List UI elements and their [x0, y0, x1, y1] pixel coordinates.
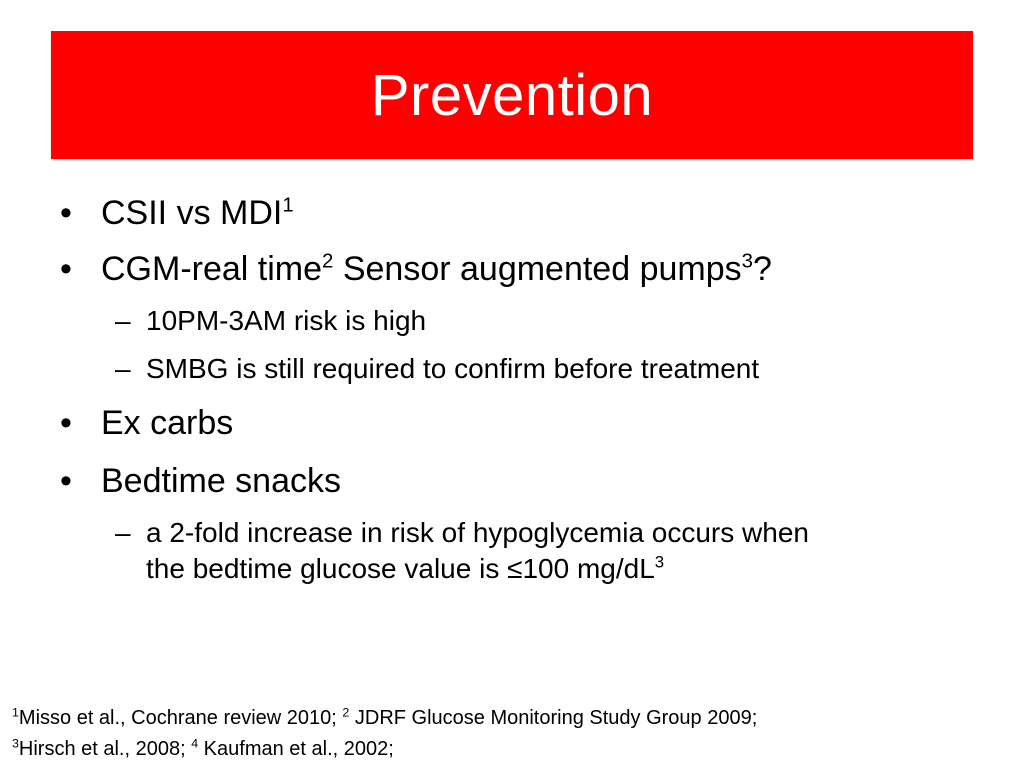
bullet-text: Ex carbs — [101, 404, 234, 442]
bullet-text: Bedtime snacks — [101, 462, 341, 500]
footnote-line: $^1$Misso et al., Cochrane review 2010; $^2$ JDRF Glucose Monitoring Study Group 2009; — [12, 705, 758, 729]
bullet-text: CGM-real time$^2$ Sensor augmented pumps$^3$? — [101, 250, 772, 288]
footnote-line: $^3$Hirsch et al., 2008; $^4$ Kaufman et al., 2002; — [12, 736, 394, 760]
sub-bullet-text: 10PM-3AM risk is high — [146, 305, 427, 336]
dash-glyph: – — [115, 353, 131, 384]
dash-glyph: – — [115, 305, 131, 336]
bullet-glyph: • — [60, 250, 72, 288]
references-footnote — [12, 703, 757, 765]
bullet-glyph: • — [60, 462, 72, 500]
slide-title: Prevention — [370, 62, 654, 128]
sub-bullet-text: a 2-fold increase in risk of hypoglycemia occurs when the bedtime glucose value is ≤100 $mg/dL^3$ — [146, 517, 809, 584]
dash-glyph: – — [115, 517, 131, 548]
bullet-glyph: • — [60, 404, 72, 442]
bullet-glyph: • — [60, 194, 72, 232]
bullet-text: CSII vs MDI$^1$ — [101, 194, 294, 232]
sub-bullet-text: SMBG is still required to confirm before treatment — [146, 353, 760, 384]
